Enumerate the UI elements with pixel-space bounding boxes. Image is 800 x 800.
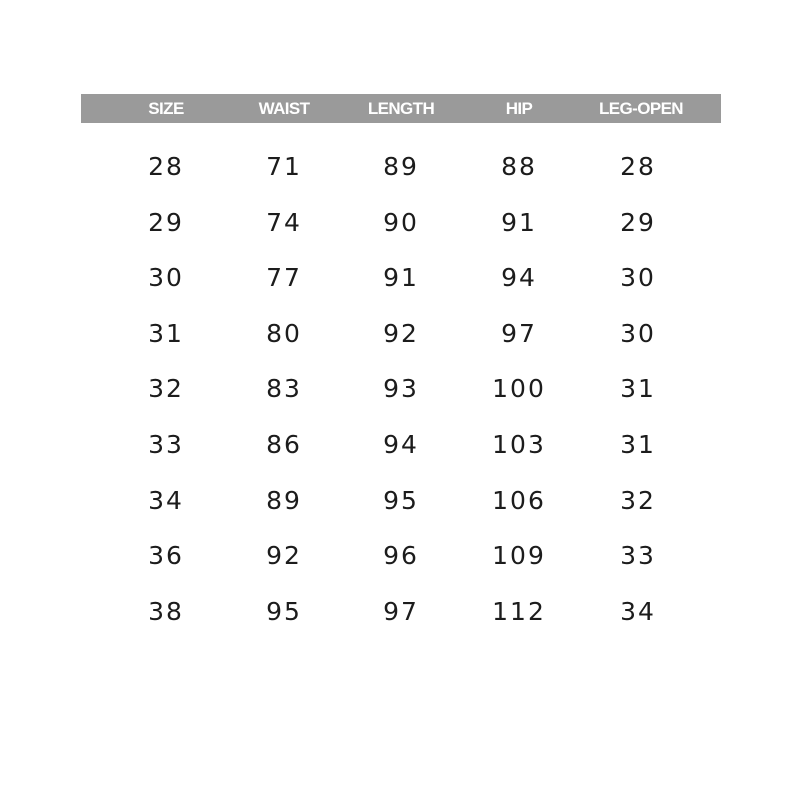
cell-leg-open: 33 <box>620 541 656 571</box>
cell-length: 93 <box>383 374 419 404</box>
cell-waist: 89 <box>266 485 302 515</box>
cell-length: 90 <box>383 207 419 237</box>
table-row <box>81 528 721 584</box>
cell-leg-open: 30 <box>620 318 656 348</box>
header-leg-open: LEG-OPEN <box>599 99 683 118</box>
table-row <box>81 473 721 529</box>
size-chart-table <box>81 94 721 639</box>
cell-length: 95 <box>383 485 419 515</box>
cell-waist: 77 <box>266 263 302 293</box>
cell-waist: 92 <box>266 541 302 571</box>
cell-hip: 103 <box>492 429 546 459</box>
header-hip: HIP <box>505 99 533 118</box>
cell-hip: 94 <box>501 263 537 293</box>
cell-size: 30 <box>148 263 184 293</box>
cell-size: 38 <box>148 596 184 626</box>
cell-hip: 97 <box>501 318 537 348</box>
cell-waist: 95 <box>266 596 302 626</box>
cell-leg-open: 31 <box>620 429 656 459</box>
cell-size: 34 <box>148 485 184 515</box>
cell-waist: 71 <box>266 152 302 181</box>
cell-leg-open: 31 <box>620 374 656 404</box>
cell-hip: 100 <box>492 374 546 404</box>
table-row <box>81 250 721 306</box>
cell-waist: 86 <box>266 429 302 459</box>
cell-hip: 112 <box>492 596 546 626</box>
cell-length: 96 <box>383 541 419 571</box>
cell-waist: 83 <box>266 374 302 404</box>
cell-leg-open: 28 <box>620 152 656 181</box>
cell-leg-open: 34 <box>620 596 656 626</box>
table-row <box>81 139 721 195</box>
cell-length: 92 <box>383 318 419 348</box>
cell-length: 97 <box>383 596 419 626</box>
table-header-row <box>81 94 721 123</box>
cell-size: 31 <box>148 318 184 348</box>
header-waist: WAIST <box>258 99 310 118</box>
cell-waist: 74 <box>266 207 302 237</box>
cell-size: 28 <box>148 152 184 181</box>
cell-size: 33 <box>148 429 184 459</box>
table-row <box>81 306 721 362</box>
cell-length: 91 <box>383 263 419 293</box>
table-row <box>81 417 721 473</box>
cell-hip: 106 <box>492 485 546 515</box>
header-size: SIZE <box>148 99 184 118</box>
cell-leg-open: 29 <box>620 207 656 237</box>
table-row <box>81 195 721 251</box>
cell-hip: 109 <box>492 541 546 571</box>
table-row <box>81 361 721 417</box>
cell-leg-open: 30 <box>620 263 656 293</box>
cell-size: 32 <box>148 374 184 404</box>
header-length: LENGTH <box>367 99 435 118</box>
cell-size: 36 <box>148 541 184 571</box>
table-row <box>81 584 721 640</box>
cell-size: 29 <box>148 207 184 237</box>
cell-length: 89 <box>383 152 419 181</box>
cell-hip: 88 <box>501 152 537 181</box>
cell-length: 94 <box>383 429 419 459</box>
cell-waist: 80 <box>266 318 302 348</box>
cell-hip: 91 <box>501 207 537 237</box>
cell-leg-open: 32 <box>620 485 656 515</box>
table-body <box>81 123 721 639</box>
